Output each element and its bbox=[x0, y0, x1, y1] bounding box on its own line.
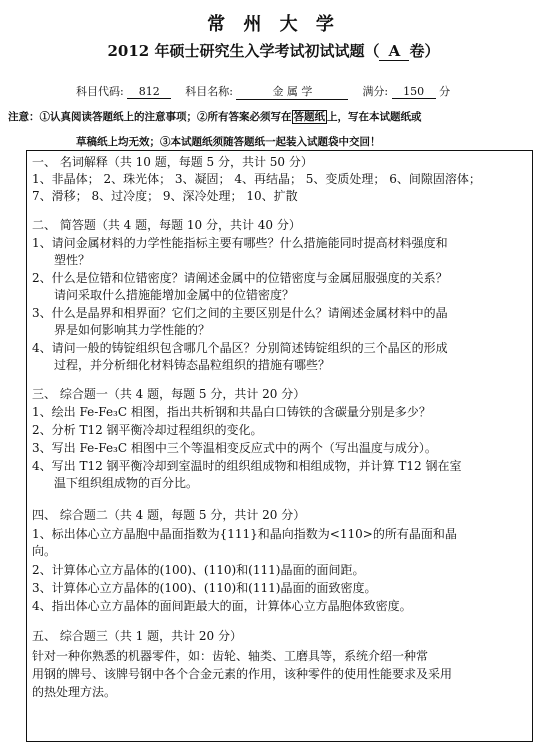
exam-title bbox=[0, 40, 547, 61]
answer-sheet-box: 答题纸 bbox=[293, 111, 325, 123]
question-line: 1、标出体心立方晶胞中晶面指数为{111}和晶向指数为<110>的所有晶面和晶 bbox=[32, 527, 457, 541]
question-line: 4、指出体心立方晶体的面间距最大的面，计算体心立方晶胞体致密度。 bbox=[32, 599, 412, 613]
question-line: 界是如何影响其力学性能的？ bbox=[54, 323, 211, 337]
question-line: 3、写出 Fe-Fe₃C 相图中三个等温相变反应式中的两个（写出温度与成分）。 bbox=[32, 441, 437, 455]
question-line: 一、 名词解释（共 10 题，每题 5 分，共计 50 分） bbox=[32, 155, 313, 169]
question-line: 四、 综合题二（共 4 题，每题 5 分，共计 20 分） bbox=[32, 508, 306, 522]
question-line: 向。 bbox=[32, 544, 57, 558]
subject-info bbox=[76, 83, 450, 100]
notice-line-2: 草稿纸上均无效；③本试题纸须随答题纸一起装入试题袋中交回！ bbox=[76, 136, 381, 148]
question-line: 3、计算体心立方晶体的(100)、(110)和(111)晶面的面致密度。 bbox=[32, 581, 377, 595]
question-line: 三、 综合题一（共 4 题，每题 5 分，共计 20 分） bbox=[32, 387, 306, 401]
name-label: 科目名称: bbox=[185, 85, 233, 98]
question-line: 3、什么是晶界和相界面？它们之间的主要区别是什么？请阐述金属材料中的晶 bbox=[32, 306, 448, 320]
question-line: 1、非晶体； 2、珠光体； 3、凝固； 4、再结晶； 5、变质处理； 6、间隙固溶体； bbox=[32, 172, 481, 186]
code-label: 科目代码: bbox=[76, 85, 124, 98]
question-line: 的热处理方法。 bbox=[32, 685, 117, 699]
question-line: 过程，并分析细化材料铸态晶粒组织的措施有哪些？ bbox=[54, 358, 331, 372]
score-label: 满分: bbox=[362, 85, 389, 98]
code-value: 812 bbox=[127, 85, 171, 99]
notice-line-1 bbox=[8, 109, 422, 124]
question-line: 2、分析 T12 钢平衡冷却过程组织的变化。 bbox=[32, 423, 263, 437]
question-line: 2、什么是位错和位错密度？请阐述金属中的位错密度与金属屈服强度的关系？ bbox=[32, 271, 448, 285]
question-line: 塑性？ bbox=[54, 253, 91, 267]
university-name: 常 州 大 学 bbox=[207, 14, 340, 35]
question-line: 二、 简答题（共 4 题，每题 10 分，共计 40 分） bbox=[32, 218, 301, 232]
question-line: 请问采取什么措施能增加金属中的位错密度？ bbox=[54, 288, 295, 302]
question-line: 1、绘出 Fe-Fe₃C 相图，指出共析钢和共晶白口铸铁的含碳量分别是多少？ bbox=[32, 405, 431, 419]
paper-type: A bbox=[379, 42, 409, 61]
question-line: 用钢的牌号、该牌号钢中各个合金元素的作用，该种零件的使用性能要求及采用 bbox=[32, 667, 453, 681]
score-unit: 分 bbox=[439, 85, 451, 98]
question-line: 1、请问金属材料的力学性能指标主要有哪些？什么措施能同时提高材料强度和 bbox=[32, 236, 448, 250]
title-prefix: 2012 年硕士研究生入学考试初试试题（ bbox=[107, 42, 380, 60]
question-line: 温下组织组成物的百分比。 bbox=[54, 476, 199, 490]
notice-text-a: ①认真阅读答题纸上的注意事项；②所有答案必须写在 bbox=[39, 111, 292, 123]
score-value: 150 bbox=[392, 85, 436, 99]
name-value: 金 属 学 bbox=[236, 83, 348, 100]
notice-text-b: 上，写在本试题纸或 bbox=[327, 111, 422, 123]
notice-label: 注意： bbox=[8, 111, 40, 123]
question-line: 4、写出 T12 钢平衡冷却到室温时的组织组成物和相组成物，并计算 T12 钢在室 bbox=[32, 459, 462, 473]
title-suffix: 卷） bbox=[409, 42, 440, 60]
question-line: 4、请问一般的铸锭组织包含哪几个晶区？分别简述铸锭组织的三个晶区的形成 bbox=[32, 341, 448, 355]
question-line: 2、计算体心立方晶体的(100)、(110)和(111)晶面的面间距。 bbox=[32, 563, 365, 577]
question-line: 7、滑移； 8、过冷度； 9、深冷处理； 10、扩散 bbox=[32, 189, 298, 203]
question-line: 针对一种你熟悉的机器零件，如：齿轮、轴类、工磨具等，系统介绍一种常 bbox=[32, 649, 429, 663]
question-line: 五、 综合题三（共 1 题，共计 20 分） bbox=[32, 629, 242, 643]
